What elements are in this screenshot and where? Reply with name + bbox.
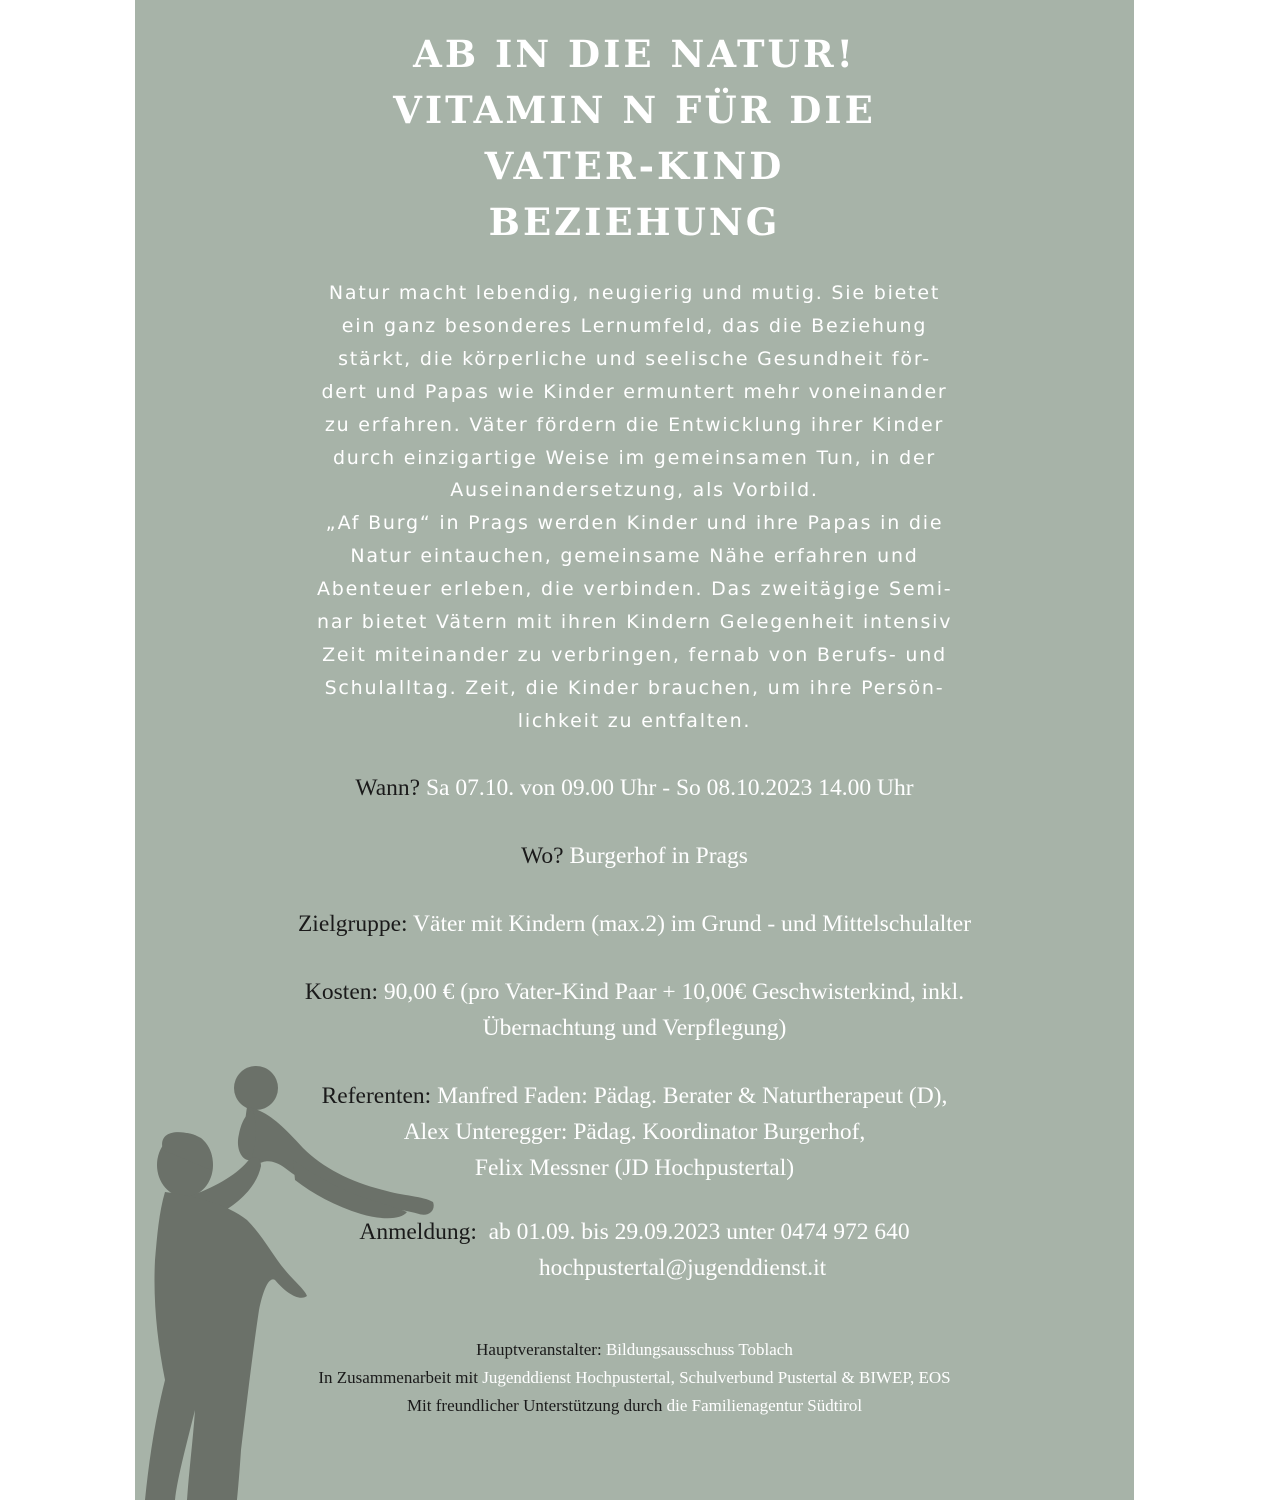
footer-partners <box>135 1364 1134 1392</box>
footer-label: Mit freundlicher Unterstützung durch <box>406 1396 663 1415</box>
info-anmeldung <box>135 1214 1134 1286</box>
info-kosten <box>135 974 1134 1046</box>
description-line: lichkeit zu entfalten. <box>517 709 752 732</box>
description-line: Schulalltag. Zeit, die Kinder brauchen, um ihre Persön- <box>324 676 945 699</box>
description-line: „Af Burg“ in Prags werden Kinder und ihre Papas in die <box>325 512 944 535</box>
footer-organizer <box>135 1336 1134 1364</box>
footer-value: Bildungsausschuss Toblach <box>601 1340 793 1359</box>
description-line: Abenteuer erleben, die verbinden. Das zweitägige Semi- <box>317 578 953 601</box>
description-line: Natur macht lebendig, neugierig und mutig. Sie bietet <box>328 282 941 304</box>
info-label: Anmeldung: <box>359 1219 477 1245</box>
info-value-cont: Übernachtung und Verpflegung) <box>482 1015 787 1041</box>
description <box>317 277 952 738</box>
info-value: Väter mit Kindern (max.2) im Grund - und Mittelschulalter <box>407 911 972 937</box>
info-value: Burgerhof in Prags <box>563 843 748 869</box>
footer-value: die Familienagentur Südtirol <box>662 1396 863 1415</box>
headline-line: AB IN DIE NATUR! <box>413 32 856 76</box>
description-line: nar bietet Vätern mit ihren Kindern Gelegenheit intensiv <box>317 611 953 634</box>
description-line: Natur eintauchen, gemeinsame Nähe erfahren und <box>350 545 919 568</box>
info-value-cont: Alex Unteregger: Pädag. Koordinator Burgerhof, <box>403 1119 866 1145</box>
info-value: 90,00 € (pro Vater-Kind Paar + 10,00€ Geschwisterkind, inkl. <box>378 979 965 1005</box>
info-label: Referenten: <box>321 1083 432 1109</box>
email-address: hochpustertal@jugenddienst.it <box>538 1255 827 1281</box>
description-line: ein ganz besonderes Lernumfeld, das die Beziehung <box>341 314 928 337</box>
headline <box>135 26 1134 250</box>
description-line: durch einzigartige Weise im gemeinsamen Tun, in der <box>332 446 937 469</box>
info-label: Zielgruppe: <box>297 911 408 937</box>
footer-value: Jugenddienst Hochpustertal, Schulverbund Pustertal & BIWEP, EOS <box>477 1368 951 1387</box>
info-value: ab 01.09. bis 29.09.2023 unter 0474 972 640 <box>476 1219 910 1245</box>
info-wo <box>135 838 1134 874</box>
footer-label: Hauptveranstalter: <box>476 1340 602 1359</box>
description-line: Zeit miteinander zu verbringen, fernab von Berufs- und <box>322 643 947 666</box>
description-line: Auseinandersetzung, als Vorbild. <box>450 479 819 502</box>
info-label: Wo? <box>521 843 564 869</box>
headline-line: BEZIEHUNG <box>488 200 781 244</box>
description-line: dert und Papas wie Kinder ermuntert mehr voneinander <box>321 380 948 403</box>
info-label: Kosten: <box>304 979 379 1005</box>
flyer <box>135 0 1134 1500</box>
info-value: Manfred Faden: Pädag. Berater & Naturtherapeut (D), <box>431 1083 948 1109</box>
headline-line: VITAMIN N FÜR DIE <box>393 88 876 132</box>
headline-line: VATER-KIND <box>484 144 785 188</box>
info-wann <box>135 770 1134 806</box>
info-value-cont: Felix Messner (JD Hochpustertal) <box>474 1155 795 1181</box>
footer-label: In Zusammenarbeit mit <box>318 1368 478 1387</box>
info-zielgruppe <box>135 906 1134 942</box>
info-value: Sa 07.10. von 09.00 Uhr - So 08.10.2023 14.00 Uhr <box>420 775 914 801</box>
description-line: stärkt, die körperliche und seelische Gesundheit för- <box>338 347 931 370</box>
info-referenten <box>135 1078 1134 1186</box>
footer-support <box>135 1392 1134 1420</box>
info-label: Wann? <box>355 775 421 801</box>
description-line: zu erfahren. Väter fördern die Entwicklung ihrer Kinder <box>324 413 945 436</box>
